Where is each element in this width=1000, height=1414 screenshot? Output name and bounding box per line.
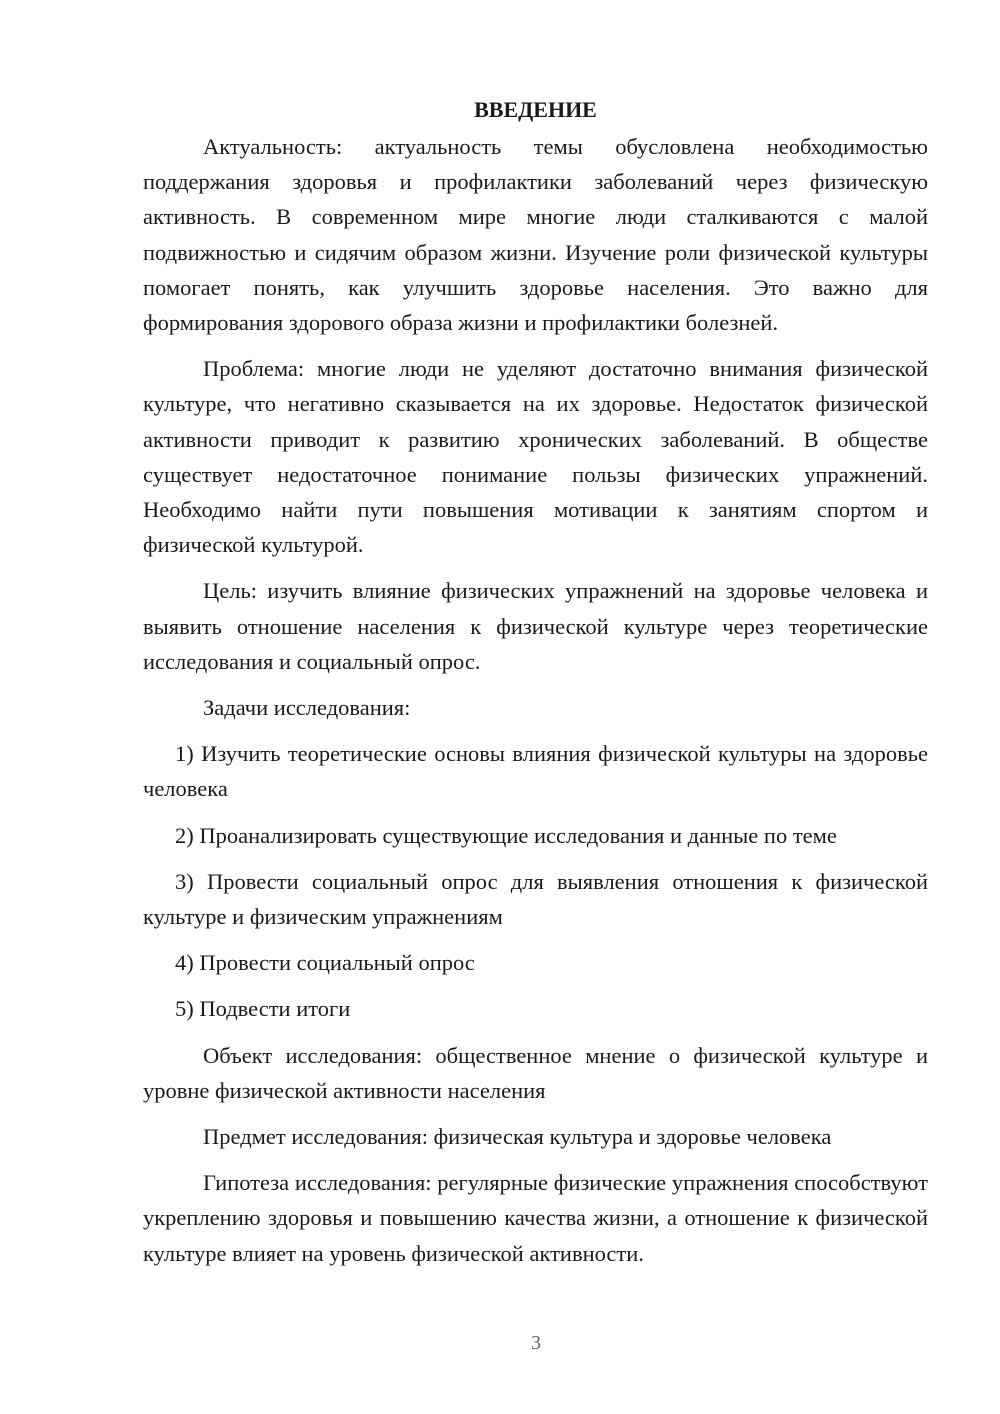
paragraph-relevance: Актуальность: актуальность темы обусловлена необходимостью поддержания здоровья и профилактики заболеваний через физическую активность. В современном мире многие люди сталкиваются с малой подвижностью и сидячим образом жизни. Изучение роли физической культуры помогает понять, как улучшить здоровье населения. Это важно для формирования здорового образа жизни и профилактики болезней. xyxy=(143,134,928,336)
page-number: 3 xyxy=(531,1332,541,1354)
paragraph-goal: Цель: изучить влияние физических упражнений на здоровье человека и выявить отношение населения к физической культуре через теоретические исследования и социальный опрос. xyxy=(143,578,928,674)
task-item-2: 2) Проанализировать существующие исследования и данные по теме xyxy=(175,822,837,848)
paragraph-problem: Проблема: многие люди не уделяют достаточно внимания физической культуре, что негативно сказывается на их здоровье. Недостаток физической активности приводит к развитию хронических заболеваний. В обществе существует недостаточное понимание пользы физических упражнений. Необходимо найти пути повышения мотивации к занятиям спортом и физической культурой. xyxy=(143,356,928,558)
paragraph-object: Объект исследования: общественное мнение о физической культуре и уровне физической активности населения xyxy=(143,1042,928,1103)
document-page xyxy=(143,92,928,1271)
section-title: ВВЕДЕНИЕ xyxy=(474,97,597,122)
paragraph-subject: Предмет исследования: физическая культура и здоровье человека xyxy=(203,1124,832,1150)
task-item-1: 1) Изучить теоретические основы влияния физической культуры на здоровье человека xyxy=(143,741,928,802)
paragraph-tasks-heading: Задачи исследования: xyxy=(203,695,411,721)
task-item-3: 3) Провести социальный опрос для выявления отношения к физической культуре и физическим упражнениям xyxy=(143,868,928,930)
paragraph-hypothesis: Гипотеза исследования: регулярные физические упражнения способствуют укреплению здоровья и повышению качества жизни, а отношение к физической культуре влияет на уровень физической активности. xyxy=(143,1170,928,1266)
task-item-5: 5) Подвести итоги xyxy=(175,996,351,1022)
task-item-4: 4) Провести социальный опрос xyxy=(175,950,475,976)
